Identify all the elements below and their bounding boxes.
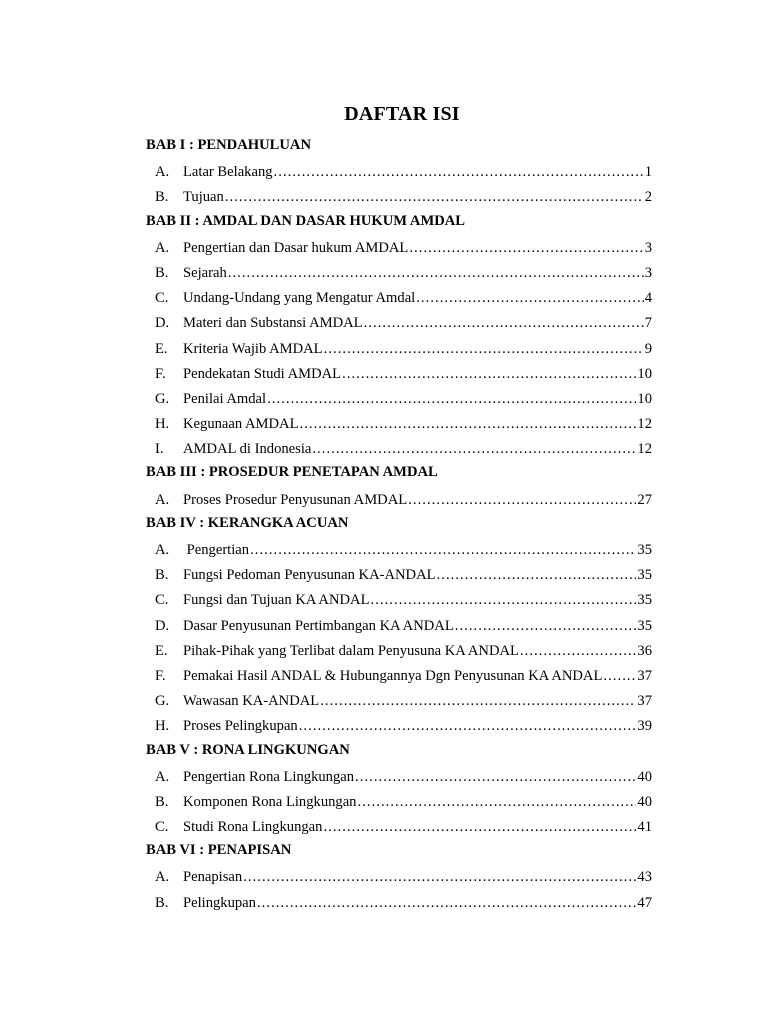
dot-leader xyxy=(342,366,636,382)
toc-entry-title: Pemakai Hasil ANDAL & Hubungannya Dgn Penyusunan KA ANDAL xyxy=(183,667,603,684)
toc-entry-page-number: 3 xyxy=(644,239,652,256)
toc-entry-title: Fungsi dan Tujuan KA ANDAL xyxy=(183,592,370,609)
toc-entry[interactable] xyxy=(146,792,652,817)
toc-entry-page-number: 43 xyxy=(637,869,652,886)
toc-entry-page-number: 39 xyxy=(637,718,652,735)
toc-entry-title: Studi Rona Lingkungan xyxy=(183,819,323,836)
toc-entry[interactable] xyxy=(146,313,652,338)
toc-entry-letter: F. xyxy=(155,667,166,684)
toc-entry-letter: E. xyxy=(155,340,168,357)
toc-entry[interactable] xyxy=(146,414,652,439)
toc-entry-letter: A. xyxy=(155,491,170,508)
toc-entry-title: Proses Pelingkupan xyxy=(183,718,298,735)
toc-entry[interactable] xyxy=(146,439,652,464)
toc-entry-title: Fungsi Pedoman Penyusunan KA-ANDAL xyxy=(183,567,436,584)
chapter-heading: BAB III : PROSEDUR PENETAPAN AMDAL xyxy=(146,464,438,481)
dot-leader xyxy=(408,492,636,508)
toc-entry-title: Kegunaan AMDAL xyxy=(183,416,299,433)
toc-entry[interactable] xyxy=(146,767,652,792)
toc-entry-title: Proses Prosedur Penyusunan AMDAL xyxy=(183,491,408,508)
toc-entry-letter: B. xyxy=(155,189,169,206)
toc-entry-page-number: 10 xyxy=(637,390,652,407)
dot-leader xyxy=(603,668,636,684)
toc-entry-letter: H. xyxy=(155,718,170,735)
toc-entry-title: Dasar Penyusunan Pertimbangan KA ANDAL xyxy=(183,617,454,634)
toc-entry-title: Pendekatan Studi AMDAL xyxy=(183,365,342,382)
toc-entry-page-number: 35 xyxy=(637,567,652,584)
toc-entry-page-number: 12 xyxy=(637,441,652,458)
dot-leader xyxy=(243,869,636,885)
dot-leader xyxy=(225,189,644,205)
dot-leader xyxy=(409,240,643,256)
chapter-heading: BAB II : AMDAL DAN DASAR HUKUM AMDAL xyxy=(146,212,466,229)
dot-leader xyxy=(324,341,644,357)
toc-entry-title: Wawasan KA-ANDAL xyxy=(183,693,320,710)
toc-entry-page-number: 4 xyxy=(644,290,652,307)
toc-entry-letter: B. xyxy=(155,793,169,810)
toc-entry[interactable] xyxy=(146,867,652,892)
dot-leader xyxy=(228,265,644,281)
toc-entry-letter: G. xyxy=(155,390,170,407)
toc-entry[interactable] xyxy=(146,263,652,288)
toc-entry[interactable] xyxy=(146,339,652,364)
toc-entry-letter: D. xyxy=(155,315,170,332)
dot-leader xyxy=(416,290,643,306)
toc-entry-letter: F. xyxy=(155,365,166,382)
toc-entry-letter: A. xyxy=(155,869,170,886)
toc-entry-letter: B. xyxy=(155,894,169,911)
toc-entry-title: Pengertian dan Dasar hukum AMDAL xyxy=(183,239,409,256)
dot-leader xyxy=(520,643,636,659)
page-title: DAFTAR ISI xyxy=(344,103,460,125)
toc-entry-page-number: 36 xyxy=(637,642,652,659)
dot-leader xyxy=(257,895,636,911)
chapter-heading: BAB I : PENDAHULUAN xyxy=(146,137,311,153)
toc-entry[interactable] xyxy=(146,490,652,515)
toc-entry-page-number: 7 xyxy=(644,315,652,332)
toc-entry-title: Pihak-Pihak yang Terlibat dalam Penyusuna KA ANDAL xyxy=(183,642,519,659)
toc-entry-letter: A. xyxy=(155,542,170,558)
toc-entry-page-number: 12 xyxy=(637,416,652,433)
toc-entry-title: Penapisan xyxy=(183,869,243,886)
toc-entry-page-number: 10 xyxy=(637,365,652,382)
dot-leader xyxy=(274,164,644,180)
toc-entry-title: Materi dan Substansi AMDAL xyxy=(183,315,363,332)
dot-leader xyxy=(371,592,637,608)
toc-entry[interactable] xyxy=(146,187,652,212)
toc-entry-title: Sejarah xyxy=(183,264,227,281)
toc-entry[interactable] xyxy=(146,641,652,666)
toc-entry-letter: B. xyxy=(155,264,169,281)
toc-entry-title: Komponen Rona Lingkungan xyxy=(183,793,357,810)
toc-entry-title: AMDAL di Indonesia xyxy=(183,441,312,458)
toc-entry-letter: C. xyxy=(155,290,169,307)
toc-entry-page-number: 35 xyxy=(637,542,652,558)
dot-leader xyxy=(320,693,636,709)
toc-entry-title: Pengertian xyxy=(183,542,250,558)
toc-entry-page-number: 40 xyxy=(637,768,652,785)
toc-entry[interactable] xyxy=(146,540,652,565)
toc-entry-letter: A. xyxy=(155,239,170,256)
dot-leader xyxy=(250,542,636,558)
toc-entry[interactable] xyxy=(146,288,652,313)
dot-leader xyxy=(357,794,636,810)
toc-entry[interactable] xyxy=(146,565,652,590)
toc-entry-letter: C. xyxy=(155,819,169,836)
table-of-contents xyxy=(146,137,652,918)
toc-entry[interactable] xyxy=(146,590,652,615)
toc-entry-letter: C. xyxy=(155,592,169,609)
toc-entry-letter: D. xyxy=(155,617,170,634)
toc-entry-page-number: 27 xyxy=(637,491,652,508)
toc-entry-page-number: 41 xyxy=(637,819,652,836)
toc-entry-page-number: 35 xyxy=(637,617,652,634)
toc-entry-letter: A. xyxy=(155,768,170,785)
dot-leader xyxy=(364,315,644,331)
dot-leader xyxy=(312,441,636,457)
toc-entry-letter: E. xyxy=(155,642,168,659)
toc-entry-page-number: 37 xyxy=(637,667,652,684)
toc-entry-letter: A. xyxy=(155,164,170,181)
toc-entry[interactable] xyxy=(146,364,652,389)
dot-leader xyxy=(437,567,637,583)
toc-entry-page-number: 2 xyxy=(644,189,652,206)
toc-entry[interactable] xyxy=(146,666,652,691)
toc-entry[interactable] xyxy=(146,238,652,263)
toc-entry-title: Undang-Undang yang Mengatur Amdal xyxy=(183,290,416,307)
chapter-heading: BAB V : RONA LINGKUNGAN xyxy=(146,741,350,758)
toc-entry-page-number: 40 xyxy=(637,793,652,810)
toc-entry-page-number: 35 xyxy=(637,592,652,609)
dot-leader xyxy=(323,819,636,835)
toc-entry[interactable] xyxy=(146,817,652,842)
toc-entry-title: Tujuan xyxy=(183,189,224,206)
toc-entry-title: Penilai Amdal xyxy=(183,390,267,407)
toc-entry[interactable] xyxy=(146,691,652,716)
toc-entry-letter: B. xyxy=(155,567,169,584)
toc-entry-letter: I. xyxy=(155,441,164,458)
dot-leader xyxy=(300,416,637,432)
toc-entry-letter: H. xyxy=(155,416,170,433)
dot-leader xyxy=(455,618,637,634)
toc-entry-page-number: 37 xyxy=(637,693,652,710)
toc-entry-page-number: 1 xyxy=(644,164,652,181)
dot-leader xyxy=(355,769,636,785)
toc-entry[interactable] xyxy=(146,389,652,414)
toc-entry-title: Pengertian Rona Lingkungan xyxy=(183,768,355,785)
toc-entry[interactable] xyxy=(146,716,652,741)
toc-entry-title: Pelingkupan xyxy=(183,894,256,911)
toc-entry-page-number: 9 xyxy=(644,340,652,357)
toc-entry-page-number: 47 xyxy=(637,894,652,911)
dot-leader xyxy=(267,391,636,407)
toc-entry-title: Latar Belakang xyxy=(183,164,273,181)
chapter-heading: BAB VI : PENAPISAN xyxy=(146,842,292,859)
toc-entry[interactable] xyxy=(146,162,652,187)
toc-entry-title: Kriteria Wajib AMDAL xyxy=(183,340,323,357)
toc-entry[interactable] xyxy=(146,893,652,918)
dot-leader xyxy=(299,718,637,734)
toc-entry-page-number: 3 xyxy=(644,264,652,281)
chapter-heading: BAB IV : KERANGKA ACUAN xyxy=(146,514,349,531)
toc-entry[interactable] xyxy=(146,616,652,641)
toc-entry-letter: G. xyxy=(155,693,170,710)
